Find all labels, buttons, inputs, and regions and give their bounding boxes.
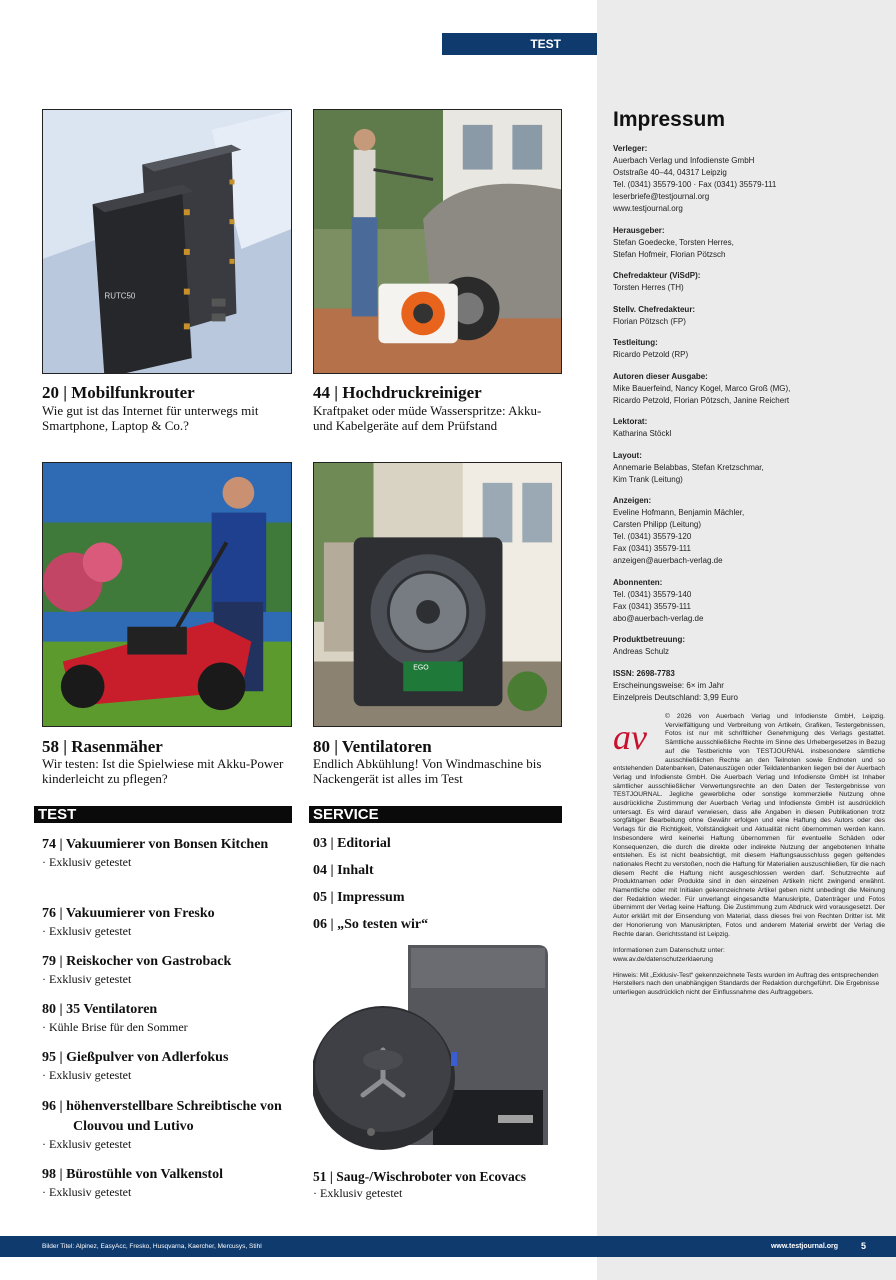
privacy-note-line: Informationen zum Datenschutz unter: xyxy=(613,947,725,955)
impressum-label: Abonnenten: xyxy=(613,577,663,587)
impressum-email-link[interactable]: anzeigen@auerbach-verlag.de xyxy=(613,556,723,565)
lawnmower-photo xyxy=(42,462,292,727)
impressum-block xyxy=(613,416,885,440)
impressum-line: Annemarie Belabbas, Stefan Kretzschmar, xyxy=(613,462,764,472)
impressum-block xyxy=(613,304,885,328)
impressum-block xyxy=(613,634,885,658)
impressum-line: Ricardo Petzold, Florian Pötzsch, Janine Reichert xyxy=(613,395,790,405)
toc-entry-test[interactable] xyxy=(42,1000,292,1035)
toc-entry-subtitle: · Exklusiv getestet xyxy=(42,972,132,986)
impressum-label: Testleitung: xyxy=(613,338,658,347)
feature-desc-fan: Endlich Abkühlung! Von Windmaschine bis Nackengerät ist alles im Test xyxy=(313,756,542,786)
service-item-so-testen-wir[interactable]: 06 | „So testen wir“ xyxy=(313,917,429,932)
toc-entry-test[interactable] xyxy=(42,904,292,939)
impressum-block xyxy=(613,337,885,361)
feature-desc-lawnmower: Wir testen: Ist die Spielwiese mit Akku-Power kinderleicht zu pflegen? xyxy=(42,756,284,786)
impressum-line: Torsten Herres (TH) xyxy=(613,283,684,292)
toc-entry-title: 98 | Bürostühle von Valkenstol xyxy=(42,1167,223,1182)
impressum-block xyxy=(613,668,885,704)
toc-entry-title: 80 | 35 Ventilatoren xyxy=(42,1002,158,1017)
page-number: 5 xyxy=(860,1241,866,1251)
feature-title-fan: 80 | Ventilatoren xyxy=(313,737,432,756)
toc-entry-title: 76 | Vakuumierer von Fresko xyxy=(42,906,215,921)
toc-entry-test[interactable] xyxy=(42,835,292,870)
privacy-note xyxy=(613,947,885,964)
impressum-line: Ricardo Petzold (RP) xyxy=(613,350,689,359)
impressum-line: Andreas Schulz xyxy=(613,647,670,656)
service-item-editorial[interactable]: 03 | Editorial xyxy=(313,836,391,851)
impressum-line: Mike Bauerfeind, Nancy Kogel, Marco Groß (MG), xyxy=(613,383,791,393)
service-item-inhalt[interactable]: 04 | Inhalt xyxy=(313,863,374,878)
impressum-label: Chefredakteur (ViSdP): xyxy=(613,271,701,280)
toc-entry-test[interactable] xyxy=(42,1097,292,1152)
publisher-logo xyxy=(613,715,659,765)
impressum-line: Carsten Philipp (Leitung) xyxy=(613,520,702,529)
feature-title-lawnmower: 58 | Rasenmäher xyxy=(42,737,163,756)
impressum-label: Layout: xyxy=(613,450,642,460)
impressum-email-link[interactable]: abo@auerbach-verlag.de xyxy=(613,613,704,623)
toc-entry-test[interactable] xyxy=(42,1165,292,1200)
feature-desc-pressure-washer: Kraftpaket oder müde Wasserspritze: Akku- und Kabelgeräte auf dem Prüfstand xyxy=(313,403,542,433)
impressum-line: Erscheinungsweise: 6× im Jahr xyxy=(613,680,724,690)
toc-entry-test[interactable] xyxy=(42,1048,292,1083)
impressum-label: Produktbetreuung: xyxy=(613,635,685,644)
impressum-line: Oststraße 40–44, 04317 Leipzig xyxy=(613,168,727,177)
impressum-email-link[interactable]: leserbriefe@testjournal.org xyxy=(613,192,710,201)
impressum-line: Auerbach Verlag und Infodienste GmbH xyxy=(613,156,755,165)
privacy-link[interactable]: www.av.de/datenschutzerklaerung xyxy=(613,955,713,963)
toc-entry-title: 79 | Reiskocher von Gastroback xyxy=(42,954,232,969)
robot-feature-title: 51 | Saug-/Wischroboter von Ecovacs xyxy=(313,1169,526,1184)
image-credits: Bilder Titel: Alpinez, EasyAcc, Fresko, Husqvarna, Kaercher, Mercusys, Stihl xyxy=(42,1243,262,1250)
toc-entry-subtitle: · Exklusiv getestet xyxy=(42,924,132,938)
impressum-body xyxy=(613,143,885,1005)
impressum-line: Tel. (0341) 35579-120 xyxy=(613,532,692,541)
impressum-label: Stellv. Chefredakteur: xyxy=(613,304,696,314)
impressum-block xyxy=(613,577,885,625)
impressum-block xyxy=(613,225,885,261)
section-tag: TEST xyxy=(442,33,597,55)
toc-entry-subtitle: · Exklusiv getestet xyxy=(42,1068,132,1082)
toc-entry-subtitle: · Kühle Brise für den Sommer xyxy=(42,1020,188,1034)
page-footer xyxy=(0,1236,896,1257)
router-model-label: RUTC50 xyxy=(104,291,136,301)
toc-entry-subtitle: · Exklusiv getestet xyxy=(42,1185,132,1199)
impressum-label: Lektorat: xyxy=(613,417,648,426)
service-section-heading: SERVICE xyxy=(309,806,562,823)
impressum-line: Fax (0341) 35579-111 xyxy=(613,601,691,611)
pressure-washer-photo xyxy=(313,109,562,374)
fan-brand-label: EGO xyxy=(413,664,429,672)
toc-entry-subtitle: · Exklusiv getestet xyxy=(42,1137,132,1151)
impressum-line: Florian Pötzsch (FP) xyxy=(613,316,686,326)
fan-photo xyxy=(313,462,562,727)
impressum-line: Eveline Hofmann, Benjamin Mächler, xyxy=(613,508,745,517)
robot-feature-subtitle: · Exklusiv getestet xyxy=(313,1186,403,1200)
impressum-line: Stefan Goedecke, Torsten Herres, xyxy=(613,237,734,247)
impressum-line: Stefan Hofmeir, Florian Pötzsch xyxy=(613,249,726,259)
publisher-logo-letters: av xyxy=(613,717,647,757)
impressum-website-link[interactable]: www.testjournal.org xyxy=(613,204,683,213)
impressum-line: Tel. (0341) 35579-140 xyxy=(613,589,692,599)
impressum-label: Herausgeber: xyxy=(613,225,665,235)
impressum-block xyxy=(613,143,885,215)
impressum-block xyxy=(613,495,885,567)
impressum-line: Einzelpreis Deutschland: 3,99 Euro xyxy=(613,692,738,702)
toc-entry-test[interactable] xyxy=(42,952,292,987)
impressum-line: Katharina Stöckl xyxy=(613,429,672,438)
impressum-line: Fax (0341) 35579-111 xyxy=(613,544,691,553)
copyright-notice: © 2026 von Auerbach Verlag und Infodienste GmbH, Leipzig. Vervielfältigung und Verbreitung von Artikeln, Grafiken, Testergebnissen, Fotos ist nur mit schriftlicher Genehmigung des Verlags gestattet. Sämtliche ausschließliche Rechte im Sinne des Urhebergesetzes in Bezug auf die Testberichte von TESTJOURNAL insbesondere sämtliche ausschließlichen Rechte an den Teilnoten sowie Endnoten und so entstehenden Datenbanken, Datenauszügen oder Teildatenbanken liegen bei der Auerbach Verlag und Infodienste GmbH. Die Auerbach Verlag und Infodienste GmbH ist Inhaber sämtlicher ausschließlicher Verwertungsrechte an den Daten der Testergebnisse von TESTJOURNAL. Jegliche gewerbliche oder sonstige kommerzielle Nutzung ohne ausdrückliche Zustimmung der Auerbach Verlag und Infodienste GmbH ist ausdrücklich untersagt. Es wird darauf verwiesen, dass alle Angaben in diesen Publikationen trotz sorgfältiger Bearbeitung ohne Gewähr erfolgen und eine Haftung des Autors oder des Verlags für die Richtigkeit, Vollständigkeit und Aktualität nicht übernommen werden kann. Insbesondere wird keinerlei Haftung übernommen für eventuelle Schäden oder Konsequenzen, die durch die direkte oder indirekte Nutzung der angebotenen Inhalte entstehen. Es ist nicht beabsichtigt, mit diesem Haftungsausschluss gegen geltendes nationales Recht zu verstoßen, noch die Haftung für Materialien auszuschließen, für die nach diesem Recht die Haftung nicht ausgeschlossen werden darf. Schutzrechte auf Produktnamen oder Produkte sind in den einzelnen Artikeln nicht zwingend erwähnt. Namentliche oder mit Initialen gekennzeichnete Artikel geben nicht unbedingt die Meinung der Redaktion wieder. Für unverlangt eingesandte Manuskripte, Datenträger und Fotos übernimmt der Verlag keine Haftung. Die Zustimmung zum Abdruck wird vorausgesetzt. Der Autor erklärt mit der Einsendung von Material, dass dieses frei von Rechten Dritter ist. Mit der Honorierung von Manuskripten, Fotos und anderem Material erwirbt der Verlag die Rechte daran. Gerichtsstand ist Leipzig. xyxy=(613,713,885,938)
toc-entry-title: 96 | höhenverstellbare Schreibtische von Clouvou und Lutivo xyxy=(42,1099,282,1134)
impressum-line: Kim Trank (Leitung) xyxy=(613,474,683,484)
exclusive-test-note: Hinweis: Mit „Exklusiv-Test“ gekennzeichnete Tests wurden im Auftrag des entsprechenden Herstellers nach den unabhängigen Standards der Redaktion durchgeführt. Die Ergebnisse unterliegen ausdrücklich nicht der Einflussnahme des Auftraggebers. xyxy=(613,971,880,997)
impressum-block xyxy=(613,270,885,294)
impressum-label: Verleger: xyxy=(613,144,648,153)
toc-entry-title: 74 | Vakuumierer von Bonsen Kitchen xyxy=(42,837,269,852)
impressum-label: Anzeigen: xyxy=(613,496,652,505)
impressum-block xyxy=(613,450,885,486)
feature-title-router: 20 | Mobilfunkrouter xyxy=(42,383,195,402)
footer-website-link[interactable]: www.testjournal.org xyxy=(770,1243,838,1250)
robot-vacuum-photo xyxy=(313,940,562,1160)
service-item-impressum[interactable]: 05 | Impressum xyxy=(313,890,405,905)
toc-entry-subtitle: · Exklusiv getestet xyxy=(42,855,132,869)
toc-entry-title: 95 | Gießpulver von Adlerfokus xyxy=(42,1050,229,1065)
impressum-block xyxy=(613,371,885,407)
impressum-line: Tel. (0341) 35579-100 · Fax (0341) 35579-111 xyxy=(613,180,777,189)
impressum-label: Autoren dieser Ausgabe: xyxy=(613,371,708,381)
mobile-router-photo xyxy=(42,109,292,374)
feature-title-pressure-washer: 44 | Hochdruckreiniger xyxy=(313,383,482,402)
impressum-heading: Impressum xyxy=(613,108,726,131)
impressum-label: ISSN: 2698-7783 xyxy=(613,668,675,678)
feature-desc-router: Wie gut ist das Internet für unterwegs mit Smartphone, Laptop & Co.? xyxy=(42,403,259,433)
test-section-heading: TEST xyxy=(34,806,292,823)
